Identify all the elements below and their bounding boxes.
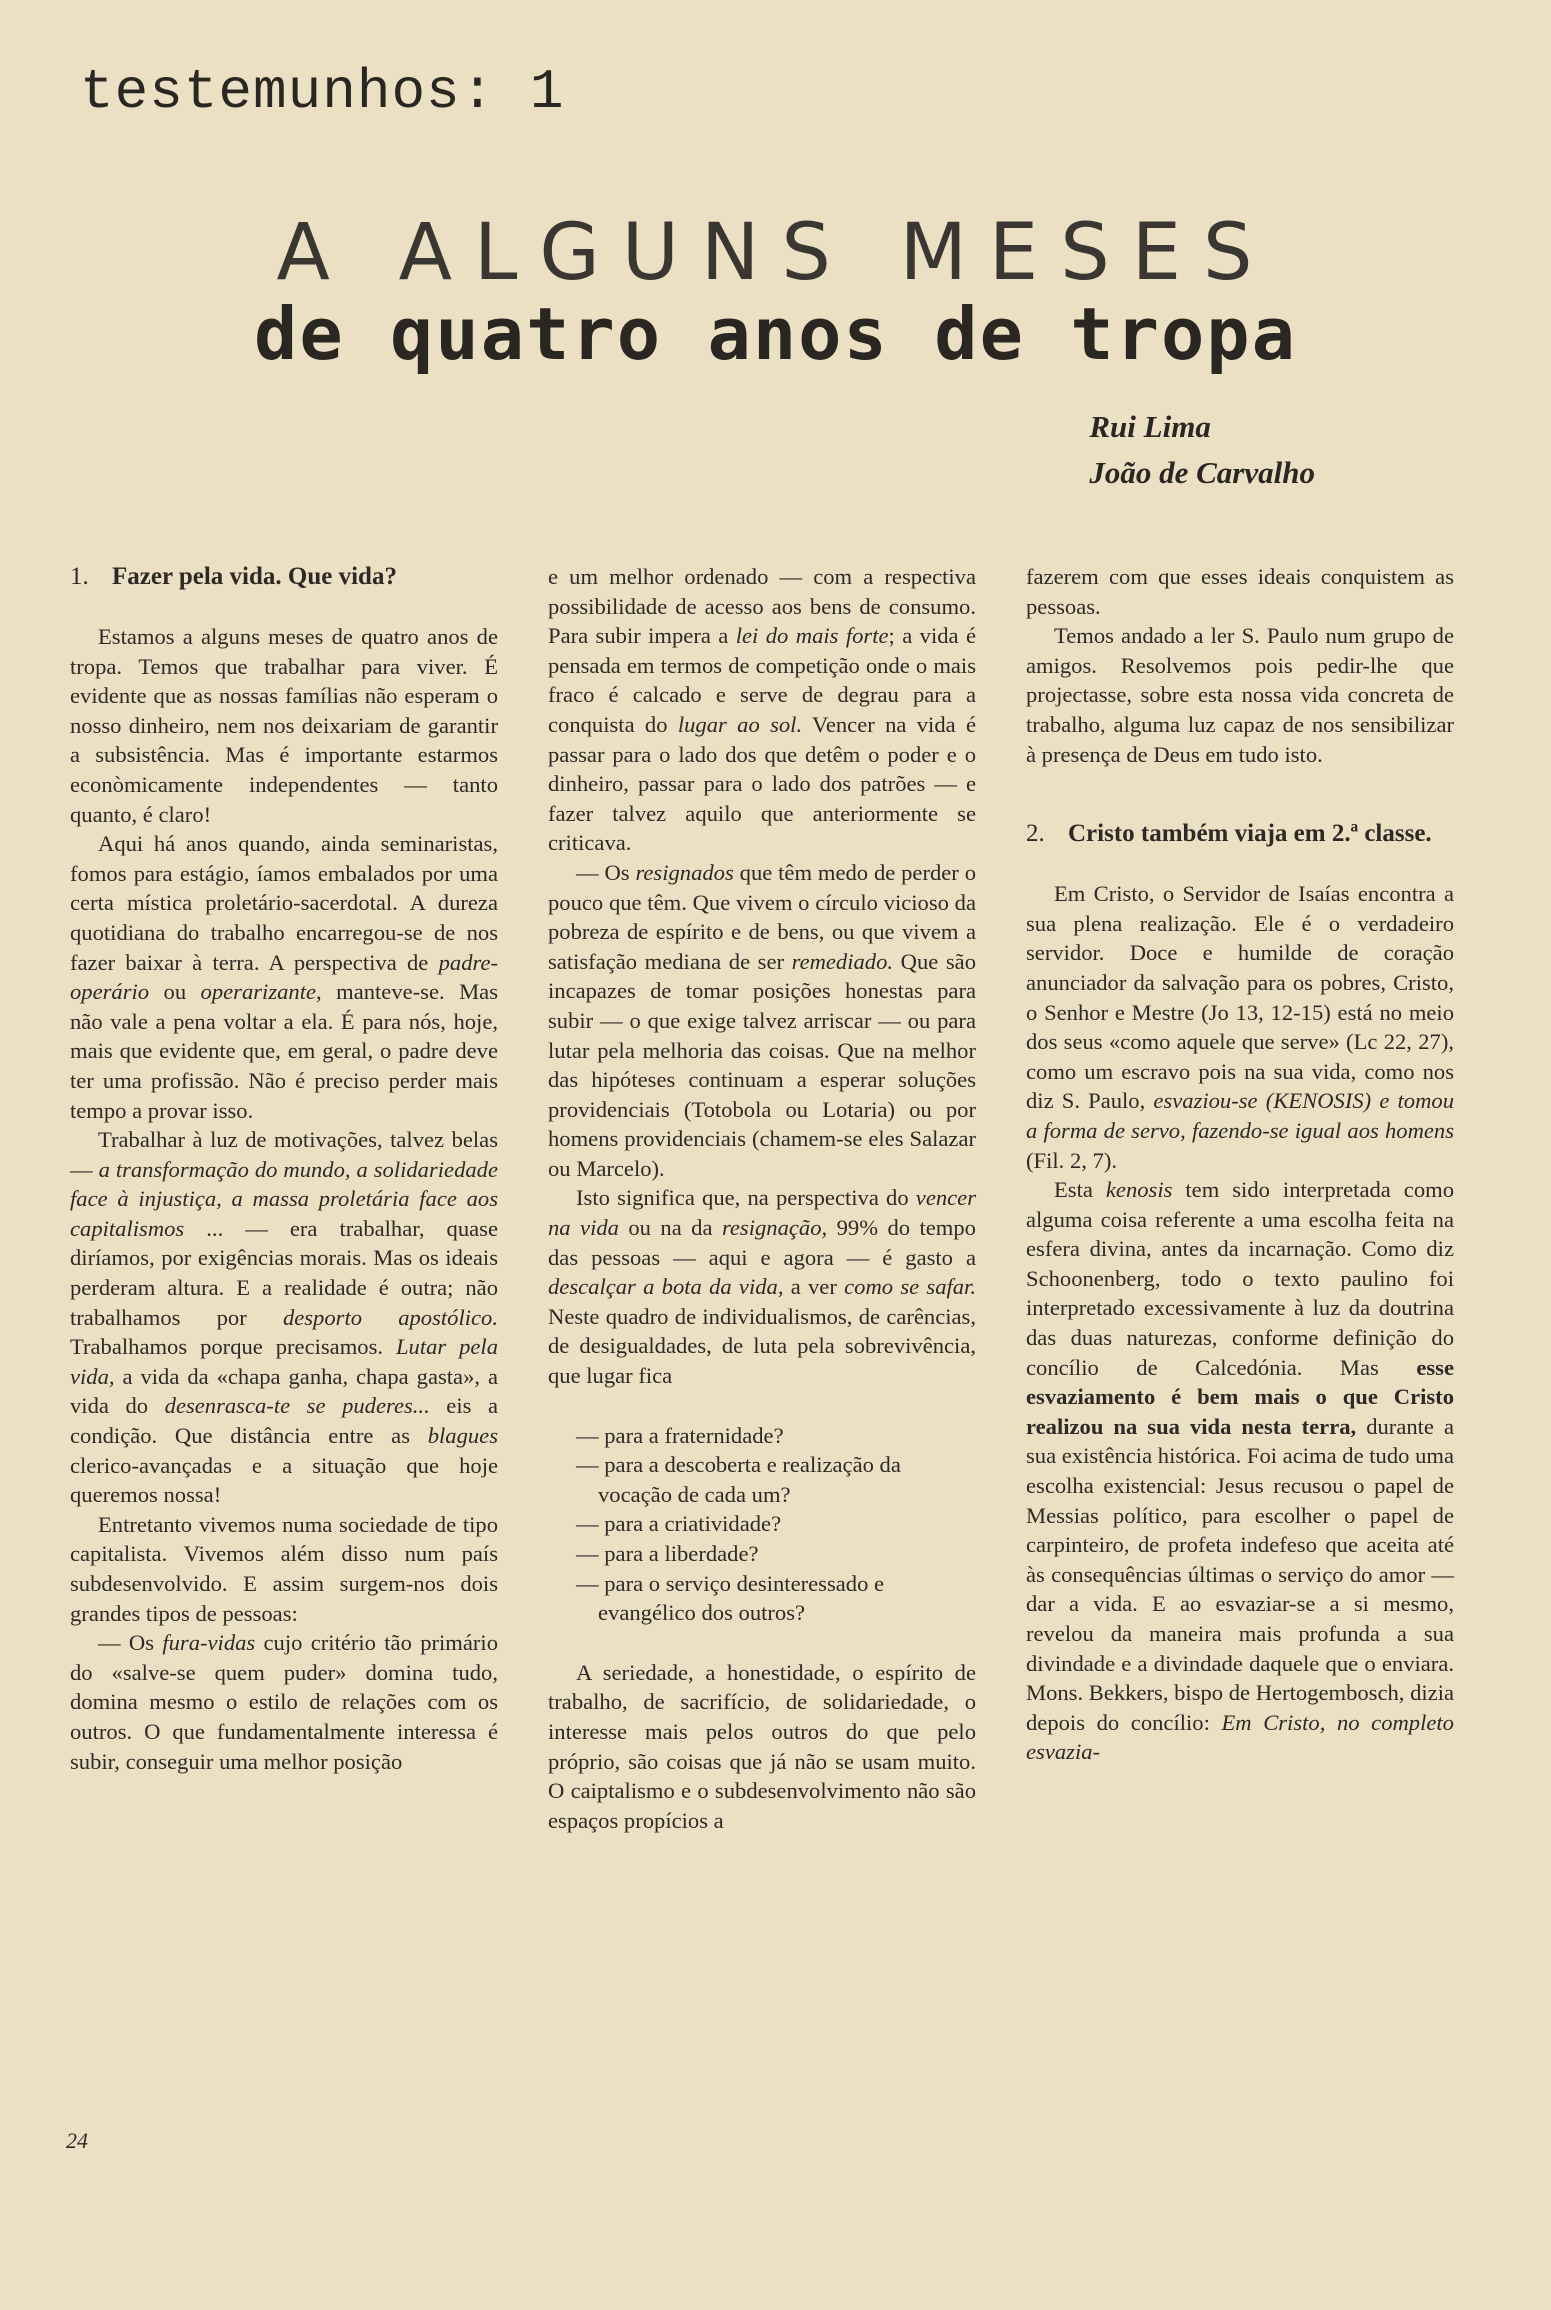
text-column-2: [548, 562, 976, 1835]
section-title: Cristo também viaja em 2.ª classe.: [1068, 820, 1432, 848]
section-number: 1.: [70, 563, 89, 590]
section-number: 2.: [1026, 820, 1045, 848]
paragraph: Isto significa que, na perspectiva do vencer na vida ou na da resignação, 99% do tempo das pessoas — aqui e agora — é gasto a descalçar a bota da vida, a ver como se safar. Neste quadro de individualismos, de carências, de desigualdades, de luta pela sobrevivência, que lugar fica: [548, 1185, 976, 1389]
list-item: — para a fraternidade?: [576, 1422, 784, 1448]
paragraph: fazerem com que esses ideais conquistem as pessoas.: [1026, 564, 1454, 619]
paragraph: Trabalhar à luz de motivações, talvez belas — a transformação do mundo, a solidariedade face à injustiça, a massa proletária face aos capitalismos ... — era trabalhar, quase diríamos, por exigências morais. Mas os ideais perderam altura. E a realidade é outra; não trabalhamos por desporto apostólico. Trabalhamos porque precisamos. Lutar pela vida, a vida da «chapa ganha, chapa gasta», a vida do desenrasca-te se puderes... eis a condição. Que distância entre as blagues clerico-avançadas e a situação que hoje queremos nossa!: [70, 1127, 499, 1508]
article-authors: [1089, 404, 1315, 496]
paragraph: Temos andado a ler S. Paulo num grupo de amigos. Resolvemos pois pedir-lhe que projectasse, sobre esta nossa vida concreta de trabalho, alguma luz capaz de nos sensibilizar à presença de Deus em tudo isto.: [1026, 623, 1454, 767]
article-title-line1: A ALGUNS MESES: [276, 208, 1275, 298]
list-item: — para a liberdade?: [576, 1541, 759, 1566]
paragraph: — Os fura-vidas cujo critério tão primário do «salve-se quem puder» domina tudo, domina mesmo o estilo de relações com os outros. O que fundamentalmente interessa é subir, conseguir uma melhor posição: [70, 1630, 498, 1774]
paragraph: — Os resignados que têm medo de perder o pouco que têm. Que vivem o círculo vicioso da pobreza de espírito e de bens, ou que vivem a satisfação mediana de ser remediado. Que são incapazes de tomar posições honestas para subir — o que exige talvez arriscar — ou para lutar pela melhoria das coisas. Que na melhor das hipóteses continuam a esperar soluções providenciais (Totobola ou Lotaria) ou por homens providenciais (chamem-se eles Salazar ou Marcelo).: [548, 859, 976, 1181]
paragraph: Estamos a alguns meses de quatro anos de tropa. Temos que trabalhar para viver. É evidente que as nossas famílias não esperam o nosso dinheiro, nem nos deixariam de garantir a subsistência. Mas é importante estarmos econòmicamente independentes — tanto quanto, é claro!: [70, 624, 498, 827]
text-column-1: [70, 562, 498, 1776]
paragraph: A seriedade, a honestidade, o espírito de trabalho, de sacrifício, de solidariedade, o interesse mais pelos outros do que pelo próprio, são coisas que já não se usam muito. O caiptalismo e o subdesenvolvimento não são espaços propícios a: [548, 1659, 976, 1833]
section-kicker: testemunhos: 1: [80, 60, 565, 124]
page-number: 24: [66, 2128, 88, 2153]
paragraph: Em Cristo, o Servidor de Isaías encontra a sua plena realização. Ele é o verdadeiro servidor. Doce e humilde de coração anunciador da salvação para os pobres, Cristo, o Senhor e Mestre (Jo 13, 12-15) está no meio dos seus «como aquele que serve» (Lc 22, 27), como um escravo pois na sua vida, como nos diz S. Paulo, esvaziou-se (KENOSIS) e tomou a forma de servo, fazendo-se igual aos homens (Fil. 2, 7).: [1026, 881, 1454, 1173]
section-heading-1: [70, 562, 498, 592]
author-name: João de Carvalho: [1089, 455, 1315, 490]
paragraph: Esta kenosis tem sido interpretada como alguma coisa referente a uma escolha feita na esfera divina, antes da incarnação. Como diz Schoonenberg, todo o texto paulino foi interpretado excessivamente à luz da doutrina das duas naturezas, conforme definição do concílio de Calcedónia. Mas esse esvaziamento é bem mais o que Cristo realizou na sua vida nesta terra, durante a sua existência histórica. Foi acima de tudo uma escolha existencial: Jesus recusou o papel de Messias político, para escolher o papel de carpinteiro, de profeta indefeso que aceita até às consequências últimas o serviço do amor — dar a vida. E ao esvaziar-se a si mesmo, revelou da maneira mais profunda a sua divindade e a divindade daquele que o enviara. Mons. Bekkers, bispo de Hertogembosch, dizia depois do concílio: Em Cristo, no completo esvazia-: [1026, 1177, 1454, 1765]
text-column-3: [1026, 562, 1454, 1767]
section-title: Fazer pela vida. Que vida?: [112, 563, 397, 590]
list-item: — para a descoberta e realização da vocação de cada um?: [576, 1452, 901, 1507]
question-list: [548, 1421, 976, 1628]
article-title-line2: de quatro anos de tropa: [254, 292, 1297, 376]
list-item: — para a criatividade?: [576, 1511, 782, 1537]
paragraph: Entretanto vivemos numa sociedade de tipo capitalista. Vivemos além disso num país subdesenvolvido. E assim surgem-nos dois grandes tipos de pessoas:: [70, 1511, 498, 1626]
paragraph: e um melhor ordenado — com a respectiva possibilidade de acesso aos bens de consumo. Para subir impera a lei do mais forte; a vida é pensada em termos de competição onde o mais fraco é calcado e serve de degrau para a conquista do lugar ao sol. Vencer na vida é passar para o lado dos que detêm o poder e o dinheiro, passar para o lado dos patrões — e fazer talvez aquilo que anteriormente se criticava.: [548, 564, 977, 856]
list-item: — para o serviço desinteressado e evangélico dos outros?: [576, 1570, 885, 1626]
author-name: Rui Lima: [1089, 409, 1211, 444]
paragraph: Aqui há anos quando, ainda seminaristas, fomos para estágio, íamos embalados por uma certa mística proletário-sacerdotal. A dureza quotidiana do trabalho encarregou-se de nos fazer baixar à terra. A perspectiva de padre-operário ou operarizante, manteve-se. Mas não vale a pena voltar a ela. É para nós, hoje, mais que evidente que, em geral, o padre deve ter uma profissão. Não é preciso perder mais tempo a provar isso.: [70, 831, 498, 1123]
section-heading-2: [1026, 819, 1454, 849]
